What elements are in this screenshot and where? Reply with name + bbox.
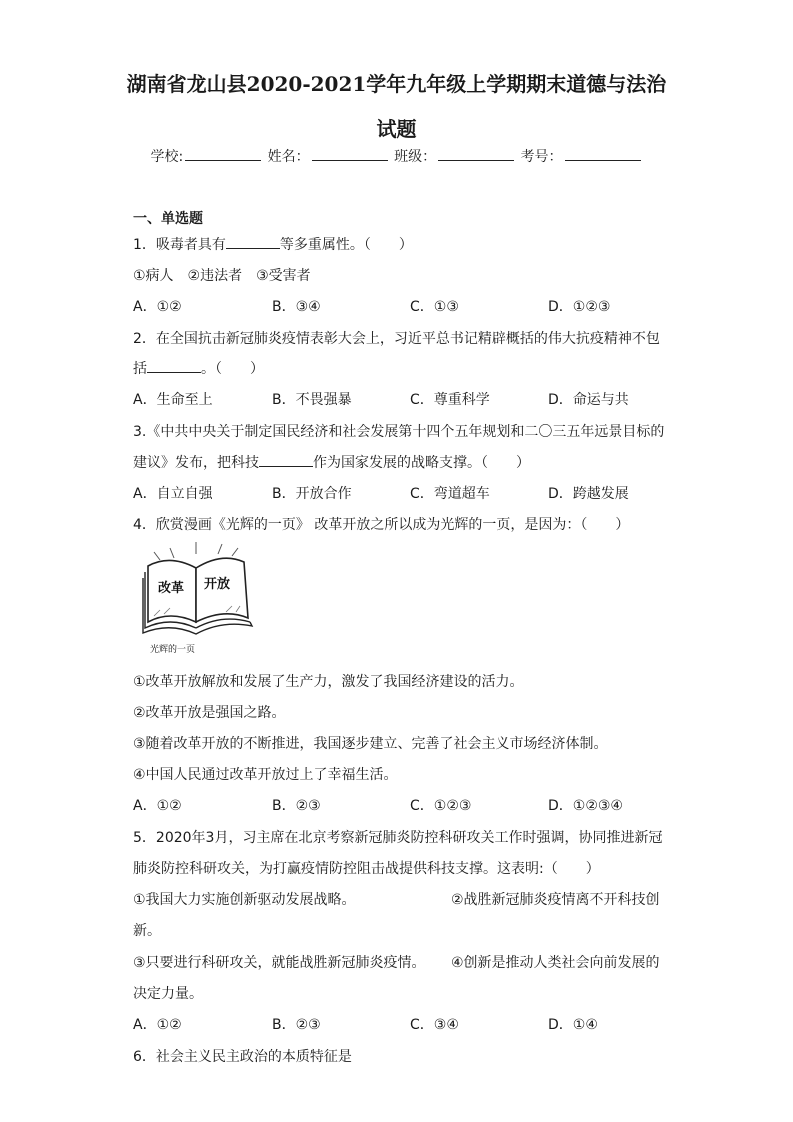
question-2-stem-line1: 2．在全国抗击新冠肺炎疫情表彰大会上，习近平总书记精辟概括的伟大抗疫精神不包 bbox=[133, 331, 660, 347]
q1-option-c[interactable]: C．①③ bbox=[410, 299, 459, 315]
class-blank[interactable] bbox=[438, 146, 514, 161]
school-blank[interactable] bbox=[185, 146, 261, 161]
q3-option-a[interactable]: A．自立自强 bbox=[133, 486, 213, 502]
question-6-stem: 6．社会主义民主政治的本质特征是 bbox=[133, 1049, 352, 1065]
q3-option-b[interactable]: B．开放合作 bbox=[272, 486, 352, 502]
q4-option-a[interactable]: A．①② bbox=[133, 798, 182, 814]
question-5-item-2: ②战胜新冠肺炎疫情离不开科技创 bbox=[451, 892, 660, 908]
question-3-stem-line2: 建议》发布，把科技 作为国家发展的战略支撑。（ ） bbox=[133, 455, 530, 471]
question-1-stem: 1．吸毒者具有 等多重属性。（ ） bbox=[133, 237, 413, 253]
student-info-row bbox=[0, 146, 793, 166]
question-2-stem-line2: 括 。（ ） bbox=[133, 361, 264, 377]
comic-open-book-image bbox=[140, 538, 255, 656]
q4-option-c[interactable]: C．①②③ bbox=[410, 798, 472, 814]
open-book-icon bbox=[140, 538, 255, 656]
question-3-stem-line1: 3.《中共中央关于制定国民经济和社会发展第十四个五年规划和二〇三五年远景目标的 bbox=[133, 424, 665, 440]
question-1-items: ①病人 ②违法者 ③受害者 bbox=[133, 268, 311, 284]
class-label: 班级： bbox=[394, 149, 437, 165]
q4-option-b[interactable]: B．②③ bbox=[272, 798, 321, 814]
q2-option-d[interactable]: D．命运与共 bbox=[548, 392, 629, 408]
question-4-item-2: ②改革开放是强国之路。 bbox=[133, 705, 286, 721]
answer-blank bbox=[147, 359, 201, 373]
question-5-item-3: ③只要进行科研攻关，就能战胜新冠肺炎疫情。 bbox=[133, 955, 426, 971]
q5-option-a[interactable]: A．①② bbox=[133, 1017, 182, 1033]
q2-option-c[interactable]: C．尊重科学 bbox=[410, 392, 490, 408]
q5-option-d[interactable]: D．①④ bbox=[548, 1017, 598, 1033]
question-4-stem: 4．欣赏漫画《光辉的一页》 改革开放之所以成为光辉的一页，是因为：（ ） bbox=[133, 517, 630, 533]
question-4-item-1: ①改革开放解放和发展了生产力，激发了我国经济建设的活力。 bbox=[133, 674, 524, 690]
name-label: 姓名： bbox=[267, 149, 310, 165]
question-4-item-3: ③随着改革开放的不断推进，我国逐步建立、完善了社会主义市场经济体制。 bbox=[133, 736, 608, 752]
exam-no-label: 考号： bbox=[520, 149, 563, 165]
q5-option-b[interactable]: B．②③ bbox=[272, 1017, 321, 1033]
q3-option-c[interactable]: C．弯道超车 bbox=[410, 486, 490, 502]
question-4-item-4: ④中国人民通过改革开放过上了幸福生活。 bbox=[133, 767, 398, 783]
name-blank[interactable] bbox=[312, 146, 388, 161]
q1-option-b[interactable]: B．③④ bbox=[272, 299, 321, 315]
q2-option-a[interactable]: A．生命至上 bbox=[133, 392, 213, 408]
q1-option-a[interactable]: A．①② bbox=[133, 299, 182, 315]
question-5-item-4: ④创新是推动人类社会向前发展的 bbox=[451, 955, 660, 971]
answer-blank bbox=[226, 235, 280, 249]
exam-no-blank[interactable] bbox=[565, 146, 641, 161]
answer-blank bbox=[259, 453, 313, 467]
question-5-stem-line1: 5．2020年3月，习主席在北京考察新冠肺炎防控科研攻关工作时强调，协同推进新冠 bbox=[133, 830, 663, 846]
comic-caption: 光辉的一页 bbox=[150, 645, 196, 655]
paper-title-line2: 试题 bbox=[376, 117, 417, 141]
question-5-item-1: ①我国大力实施创新驱动发展战略。 bbox=[133, 892, 356, 908]
section-heading: 一、单选题 bbox=[133, 211, 203, 227]
comic-right-word: 开放 bbox=[204, 577, 231, 592]
q2-option-b[interactable]: B．不畏强暴 bbox=[272, 392, 352, 408]
q3-option-d[interactable]: D．跨越发展 bbox=[548, 486, 629, 502]
q4-option-d[interactable]: D．①②③④ bbox=[548, 798, 623, 814]
school-label: 学校: bbox=[150, 149, 184, 165]
q5-option-c[interactable]: C．③④ bbox=[410, 1017, 459, 1033]
comic-left-word: 改革 bbox=[158, 581, 185, 596]
question-5-item-4-cont: 决定力量。 bbox=[133, 986, 203, 1002]
q1-option-d[interactable]: D．①②③ bbox=[548, 299, 611, 315]
paper-title-line1: 湖南省龙山县2020-2021学年九年级上学期期末道德与法治 bbox=[126, 72, 667, 96]
question-5-stem-line2: 肺炎防控科研攻关，为打赢疫情防控阻击战提供科技支撑。这表明:（ ） bbox=[133, 861, 600, 877]
question-5-item-2-cont: 新。 bbox=[133, 923, 161, 939]
